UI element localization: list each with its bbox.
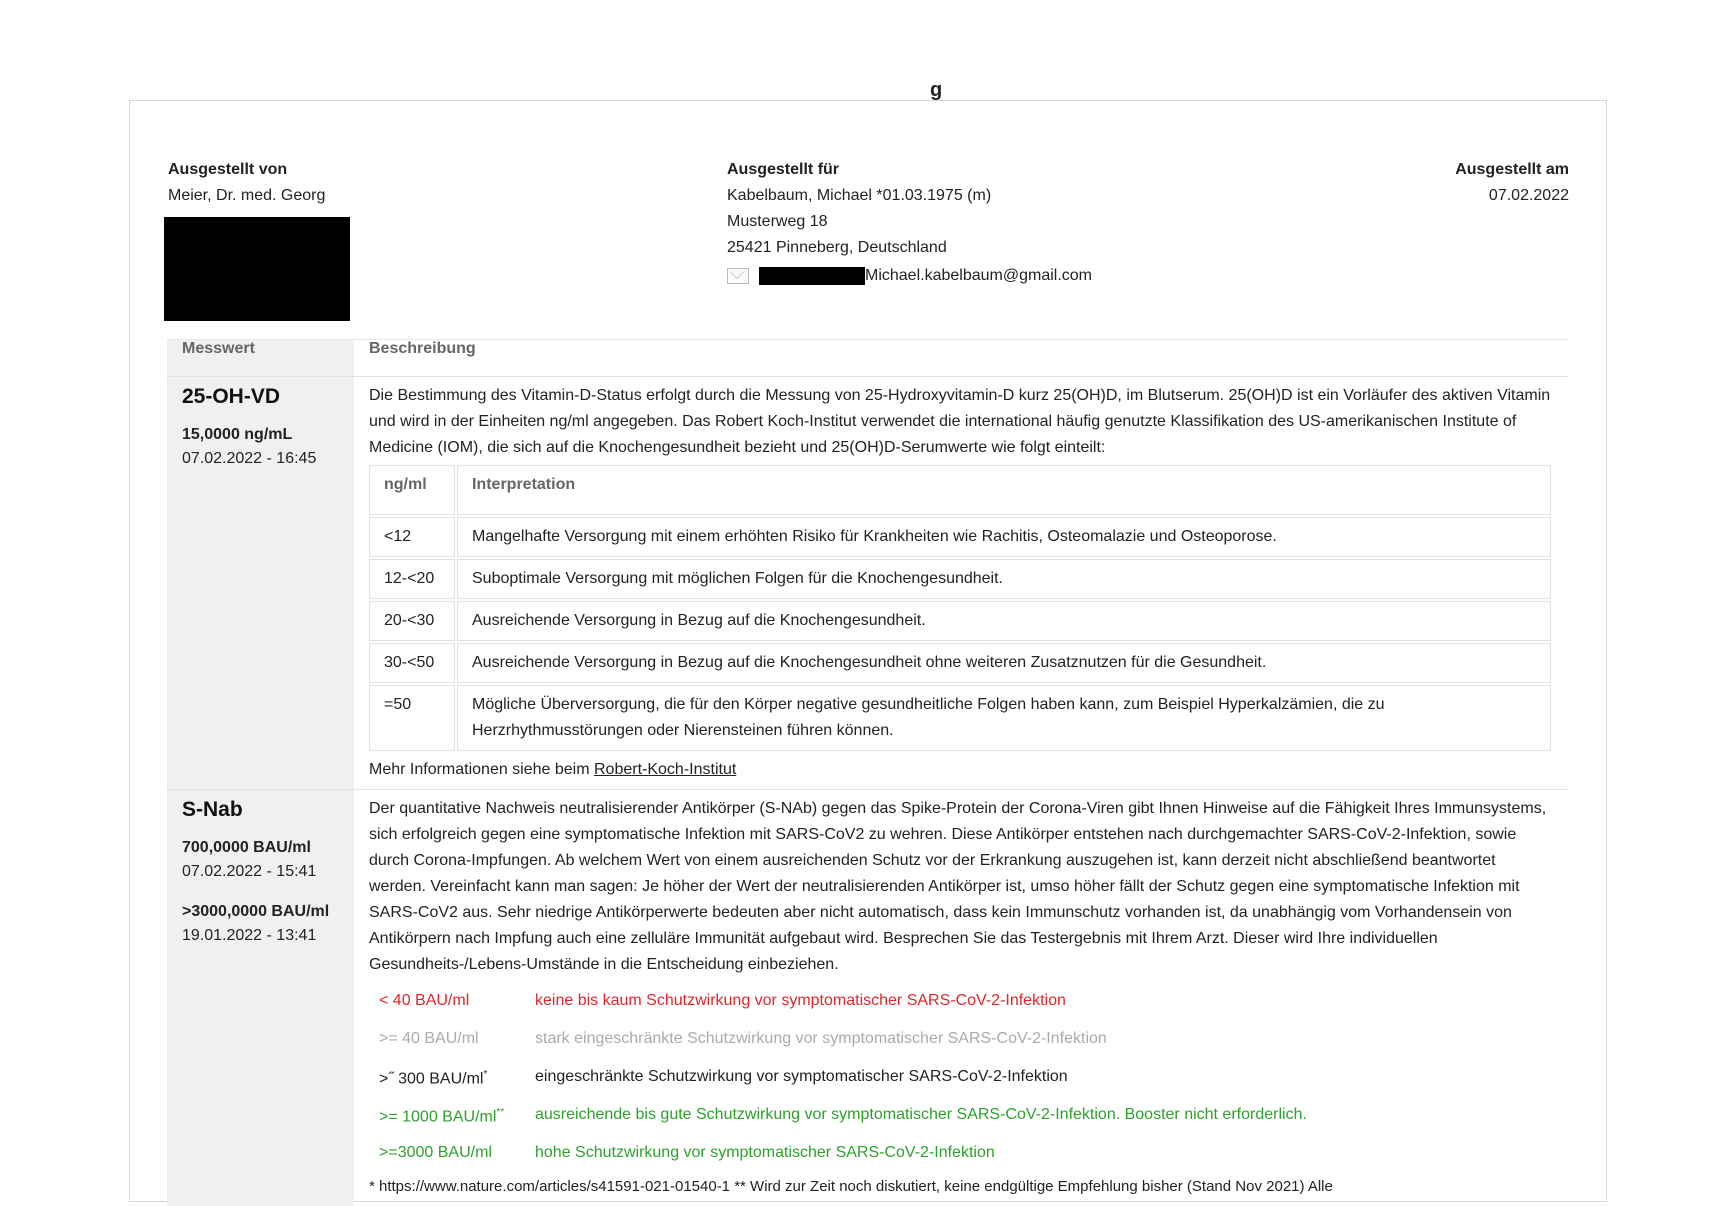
vitd-name: 25-OH-VD	[182, 385, 339, 409]
results-table	[167, 339, 1569, 1206]
snab-scale	[379, 982, 1554, 1172]
issued-at-label: Ausgestellt am	[1455, 157, 1569, 183]
snab-value-1: 700,0000 BAU/ml	[182, 836, 339, 860]
scale-text: stark eingeschränkte Schutzwirkung vor symptomatischer SARS-CoV-2-Infektion	[535, 1026, 1107, 1052]
scale-row	[379, 1096, 1554, 1134]
col-header-value: Messwert	[167, 340, 354, 377]
issued-at-date: 07.02.2022	[1489, 187, 1569, 204]
envelope-icon	[727, 268, 749, 284]
interp-text: Mögliche Überversorgung, die für den Körper negative gesundheitliche Folgen haben kann, zum Beispiel Hyperkalzämien, die zu Herzrhythmusstörungen oder Nierensteinen führen können.	[457, 685, 1551, 751]
snab-description: Der quantitative Nachweis neutralisierender Antikörper (S-NAb) gegen das Spike-Protein der Corona-Viren gibt Ihnen Hinweise auf die Fähigkeit Ihres Immunsystems, sich erfolgreich gegen eine symptomatische Infektion mit SARS-CoV2 zu wehren. Diese Antikörper entstehen nach durchgemachter SARS-CoV-2-Infektion, sowie durch Corona-Impfungen. Ab welchem Wert von einem ausreichenden Schutz vor der Erkrankung auszugehen ist, kann derzeit nicht abschließend beantwortet werden. Vereinfacht kann man sagen: Je höher der Wert der neutralisierenden Antikörper ist, umso höher fällt der Schutz gegen eine symptomatische Infektion mit SARS-CoV2 aus. Sehr niedrige Antikörperwerte bedeuten aber nicht automatisch, dass kein Immunschutz vorhanden ist, da unabhängig vom Vorhandensein von Antikörpern nach Impfung auch eine zelluläre Immunität aufgebaut wird. Besprechen Sie das Testergebnis mit Ihrem Arzt. Dieser wird Ihre individuellen Gesundheits-/Lebens-Umstände in die Entscheidung einbeziehen.	[369, 796, 1554, 978]
footnote-marker: **	[496, 1107, 504, 1118]
interp-range: 30-<50	[369, 643, 455, 683]
results-header-row	[167, 340, 1569, 377]
interp-text: Ausreichende Versorgung in Bezug auf die Knochengesundheit ohne weiteren Zusatznutzen für die Gesundheit.	[457, 643, 1551, 683]
patient-name: Kabelbaum, Michael *01.03.1975 (m)	[727, 183, 1092, 209]
report-title-fragment: g	[930, 79, 942, 102]
patient-city: 25421 Pinneberg, Deutschland	[727, 235, 1092, 261]
report-card	[129, 100, 1607, 1202]
issued-for-label: Ausgestellt für	[727, 157, 1092, 183]
result-row-snab	[167, 790, 1569, 1206]
interp-range: <12	[369, 517, 455, 557]
more-info	[369, 757, 1554, 783]
scale-row	[379, 1020, 1554, 1058]
scale-text: hohe Schutzwirkung vor symptomatischer SARS-CoV-2-Infektion	[535, 1140, 995, 1166]
interp-row	[369, 601, 1551, 641]
interp-text: Mangelhafte Versorgung mit einem erhöhten Risiko für Krankheiten wie Rachitis, Osteomalazie und Osteoporose.	[457, 517, 1551, 557]
email-row	[727, 263, 1092, 289]
scale-row	[379, 982, 1554, 1020]
interp-row	[369, 559, 1551, 599]
redacted-text	[759, 267, 865, 285]
more-info-text: Mehr Informationen siehe beim	[369, 761, 594, 778]
vitd-value: 15,0000 ng/mL	[182, 423, 339, 447]
vitd-time: 07.02.2022 - 16:45	[182, 447, 339, 471]
issued-by-label: Ausgestellt von	[168, 157, 350, 183]
scale-value: >= 1000 BAU/ml**	[379, 1100, 535, 1130]
interp-row	[369, 643, 1551, 683]
issued-by-name: Meier, Dr. med. Georg	[168, 187, 325, 204]
interp-text: Ausreichende Versorgung in Bezug auf die Knochengesundheit.	[457, 601, 1551, 641]
snab-name: S-Nab	[182, 798, 339, 822]
scale-value: >=3000 BAU/ml	[379, 1140, 535, 1166]
issued-for-block	[727, 157, 1092, 289]
interp-header-text: Interpretation	[457, 465, 1551, 515]
issued-at-block	[1455, 157, 1569, 209]
snab-footnote: * https://www.nature.com/articles/s41591-021-01540-1 ** Wird zur Zeit noch diskutiert, keine endgültige Empfehlung bisher (Stand Nov 2021) Alle	[369, 1174, 1554, 1200]
patient-street: Musterweg 18	[727, 209, 1092, 235]
interp-text: Suboptimale Versorgung mit möglichen Folgen für die Knochengesundheit.	[457, 559, 1551, 599]
scale-row	[379, 1058, 1554, 1096]
interp-header-range: ng/ml	[369, 465, 455, 515]
interp-row	[369, 517, 1551, 557]
issued-by-block	[168, 157, 350, 321]
snab-value-cell	[167, 790, 354, 1206]
scale-value: >= 40 BAU/ml	[379, 1026, 535, 1052]
interp-range: 12-<20	[369, 559, 455, 599]
vitd-value-cell	[167, 377, 354, 790]
snab-time-2: 19.01.2022 - 13:41	[182, 924, 339, 948]
vitd-description: Die Bestimmung des Vitamin-D-Status erfolgt durch die Messung von 25-Hydroxyvitamin-D kurz 25(OH)D, im Blutserum. 25(OH)D ist ein Vorläufer des aktiven Vitamin und wird in der Einheiten ng/ml angegeben. Das Robert Koch-Institut verwendet die international häufig genutzte Klassifikation des US-amerikanischen Institute of Medicine (IOM), die sich auf die Knochengesundheit bezieht und 25(OH)D-Serumwerte wie folgt einteilt:	[369, 383, 1554, 461]
redacted-stamp	[164, 217, 350, 321]
vitd-description-cell	[354, 377, 1569, 790]
scale-row	[379, 1134, 1554, 1172]
vitd-interpretation-table	[367, 463, 1553, 753]
col-header-description: Beschreibung	[354, 340, 1569, 377]
interp-header-row	[369, 465, 1551, 515]
snab-value-2: >3000,0000 BAU/ml	[182, 900, 339, 924]
patient-email[interactable]: Michael.kabelbaum@gmail.com	[865, 263, 1092, 289]
scale-value: >˝ 300 BAU/ml*	[379, 1062, 535, 1092]
scale-text: eingeschränkte Schutzwirkung vor symptomatischer SARS-CoV-2-Infektion	[535, 1064, 1068, 1090]
interp-row	[369, 685, 1551, 751]
snab-description-cell	[354, 790, 1569, 1206]
result-row-vitd	[167, 377, 1569, 790]
interp-range: 20-<30	[369, 601, 455, 641]
scale-text: ausreichende bis gute Schutzwirkung vor symptomatischer SARS-CoV-2-Infektion. Booster nicht erforderlich.	[535, 1102, 1307, 1128]
snab-time-1: 07.02.2022 - 15:41	[182, 860, 339, 884]
rki-link[interactable]: Robert-Koch-Institut	[594, 761, 736, 778]
footnote-marker: *	[483, 1069, 487, 1080]
scale-text: keine bis kaum Schutzwirkung vor symptomatischer SARS-CoV-2-Infektion	[535, 988, 1066, 1014]
interp-range: =50	[369, 685, 455, 751]
scale-value: < 40 BAU/ml	[379, 988, 535, 1014]
